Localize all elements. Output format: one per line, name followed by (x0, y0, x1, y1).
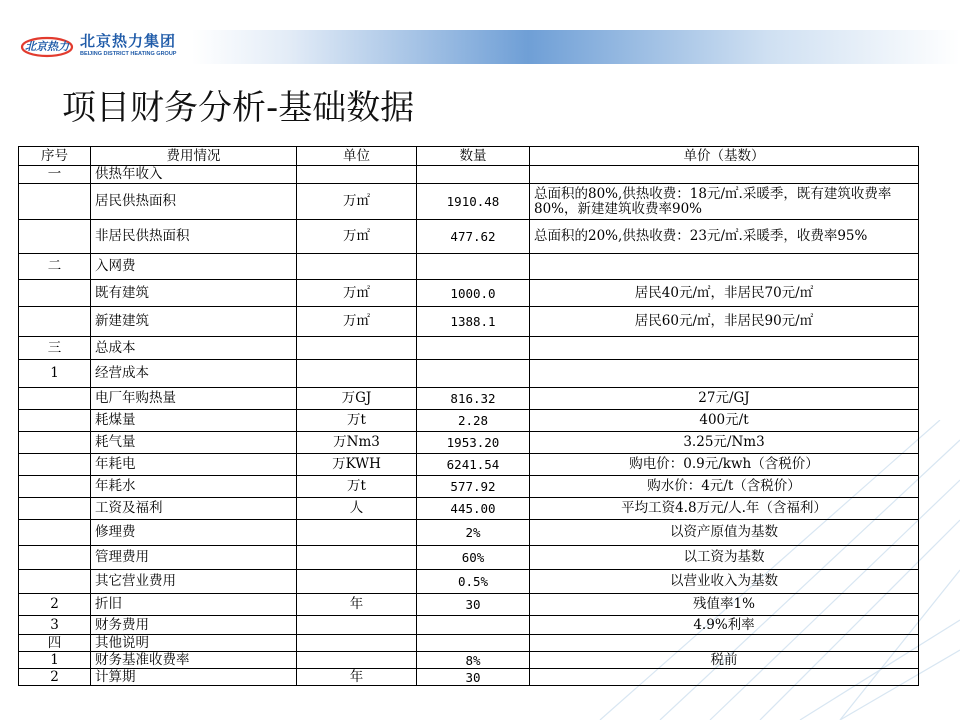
table-row (19, 360, 919, 388)
cell-item: 非居民供热面积 (91, 220, 297, 254)
table-row (19, 254, 919, 280)
cell-no (19, 410, 91, 432)
cell-unit (297, 166, 417, 184)
table-body (19, 166, 919, 686)
cell-item: 年耗水 (91, 476, 297, 498)
table-row (19, 454, 919, 476)
cell-unit (297, 635, 417, 652)
company-name-en: BEIJING DISTRICT HEATING GROUP (80, 51, 177, 58)
cell-no (19, 454, 91, 476)
cell-unit: 万KWH (297, 454, 417, 476)
cell-qty (417, 360, 530, 388)
cell-price: 残值率1% (530, 594, 919, 616)
header-unit: 单位 (297, 147, 417, 166)
financial-data-table (18, 146, 919, 686)
logo-mark-text: 北京热力 (25, 40, 69, 53)
table-header-row (19, 147, 919, 166)
cell-unit: 万Nm3 (297, 432, 417, 454)
cell-item: 耗煤量 (91, 410, 297, 432)
table-row (19, 476, 919, 498)
cell-item: 工资及福利 (91, 498, 297, 520)
cell-qty: 0.5% (417, 570, 530, 594)
cell-price (530, 254, 919, 280)
table-row (19, 570, 919, 594)
cell-price: 购电价：0.9元/kwh（含税价） (530, 454, 919, 476)
cell-unit (297, 360, 417, 388)
cell-price: 总面积的80%,供热收费：18元/㎡.采暖季，既有建筑收费率80%，新建建筑收费率90% (530, 184, 919, 220)
cell-item: 年耗电 (91, 454, 297, 476)
cell-unit (297, 652, 417, 669)
table-row (19, 410, 919, 432)
cell-price (530, 166, 919, 184)
table-row (19, 280, 919, 307)
cell-price (530, 360, 919, 388)
table-row (19, 635, 919, 652)
cell-unit: 万t (297, 476, 417, 498)
cell-price (530, 337, 919, 360)
cell-price: 27元/GJ (530, 388, 919, 410)
cell-price: 购水价：4元/t（含税价） (530, 476, 919, 498)
cell-price: 以营业收入为基数 (530, 570, 919, 594)
cell-no: 3 (19, 616, 91, 635)
table-row (19, 594, 919, 616)
table-row (19, 520, 919, 546)
cell-qty (417, 616, 530, 635)
cell-unit: 万GJ (297, 388, 417, 410)
cell-no (19, 432, 91, 454)
cell-price: 以工资为基数 (530, 546, 919, 570)
cell-item: 供热年收入 (91, 166, 297, 184)
cell-unit (297, 546, 417, 570)
cell-no: 一 (19, 166, 91, 184)
table-row (19, 388, 919, 410)
cell-no (19, 520, 91, 546)
cell-qty: 1910.48 (417, 184, 530, 220)
table-row (19, 652, 919, 669)
cell-qty: 6241.54 (417, 454, 530, 476)
cell-item: 财务基准收费率 (91, 652, 297, 669)
cell-no: 1 (19, 652, 91, 669)
cell-price: 总面积的20%,供热收费：23元/㎡.采暖季，收费率95% (530, 220, 919, 254)
cell-qty: 816.32 (417, 388, 530, 410)
table-row (19, 432, 919, 454)
cell-qty: 30 (417, 669, 530, 686)
page-title: 项目财务分析-基础数据 (62, 88, 415, 128)
cell-qty: 2.28 (417, 410, 530, 432)
cell-qty (417, 635, 530, 652)
cell-price: 平均工资4.8万元/人.年（含福利） (530, 498, 919, 520)
cell-item: 管理费用 (91, 546, 297, 570)
cell-no (19, 220, 91, 254)
cell-item: 财务费用 (91, 616, 297, 635)
cell-price (530, 669, 919, 686)
cell-qty: 477.62 (417, 220, 530, 254)
cell-price: 居民60元/㎡，非居民90元/㎡ (530, 307, 919, 337)
cell-unit: 万t (297, 410, 417, 432)
table-row (19, 669, 919, 686)
cell-no: 二 (19, 254, 91, 280)
cell-item: 修理费 (91, 520, 297, 546)
cell-item: 总成本 (91, 337, 297, 360)
cell-price: 以资产原值为基数 (530, 520, 919, 546)
cell-unit (297, 254, 417, 280)
cell-price: 3.25元/Nm3 (530, 432, 919, 454)
cell-qty: 1000.0 (417, 280, 530, 307)
header-price: 单价（基数） (530, 147, 919, 166)
cell-unit (297, 570, 417, 594)
header-no: 序号 (19, 147, 91, 166)
cell-unit: 万㎡ (297, 184, 417, 220)
cell-no: 三 (19, 337, 91, 360)
cell-no (19, 546, 91, 570)
table-row (19, 307, 919, 337)
cell-item: 新建建筑 (91, 307, 297, 337)
cell-qty (417, 337, 530, 360)
table-row (19, 184, 919, 220)
table-row (19, 616, 919, 635)
header-qty: 数量 (417, 147, 530, 166)
cell-no: 2 (19, 594, 91, 616)
cell-qty: 577.92 (417, 476, 530, 498)
table-row (19, 546, 919, 570)
cell-price: 税前 (530, 652, 919, 669)
cell-no (19, 498, 91, 520)
cell-qty (417, 254, 530, 280)
cell-qty: 445.00 (417, 498, 530, 520)
header-item: 费用情况 (91, 147, 297, 166)
cell-qty: 8% (417, 652, 530, 669)
cell-no (19, 307, 91, 337)
cell-unit: 万㎡ (297, 307, 417, 337)
cell-no (19, 570, 91, 594)
cell-price (530, 635, 919, 652)
company-name-cn: 北京热力集团 (80, 32, 177, 51)
cell-qty: 60% (417, 546, 530, 570)
cell-item: 经营成本 (91, 360, 297, 388)
cell-unit (297, 337, 417, 360)
cell-no (19, 388, 91, 410)
cell-no (19, 476, 91, 498)
company-logo (20, 33, 176, 59)
cell-price: 居民40元/㎡，非居民70元/㎡ (530, 280, 919, 307)
cell-item: 折旧 (91, 594, 297, 616)
cell-unit: 万㎡ (297, 220, 417, 254)
cell-qty: 1953.20 (417, 432, 530, 454)
cell-item: 其他说明 (91, 635, 297, 652)
cell-price: 400元/t (530, 410, 919, 432)
table-row (19, 498, 919, 520)
cell-no: 2 (19, 669, 91, 686)
cell-unit: 年 (297, 594, 417, 616)
cell-item: 居民供热面积 (91, 184, 297, 220)
cell-no (19, 184, 91, 220)
cell-item: 计算期 (91, 669, 297, 686)
table-row (19, 166, 919, 184)
table-row (19, 337, 919, 360)
cell-qty: 2% (417, 520, 530, 546)
cell-unit: 万㎡ (297, 280, 417, 307)
cell-unit (297, 520, 417, 546)
cell-qty: 1388.1 (417, 307, 530, 337)
cell-item: 耗气量 (91, 432, 297, 454)
cell-item: 其它营业费用 (91, 570, 297, 594)
cell-price: 4.9%利率 (530, 616, 919, 635)
cell-no: 四 (19, 635, 91, 652)
cell-no: 1 (19, 360, 91, 388)
cell-unit: 年 (297, 669, 417, 686)
table-row (19, 220, 919, 254)
cell-unit (297, 616, 417, 635)
cell-no (19, 280, 91, 307)
cell-qty: 30 (417, 594, 530, 616)
cell-unit: 人 (297, 498, 417, 520)
company-logo-icon (20, 33, 74, 59)
cell-item: 电厂年购热量 (91, 388, 297, 410)
cell-item: 入网费 (91, 254, 297, 280)
cell-qty (417, 166, 530, 184)
cell-item: 既有建筑 (91, 280, 297, 307)
